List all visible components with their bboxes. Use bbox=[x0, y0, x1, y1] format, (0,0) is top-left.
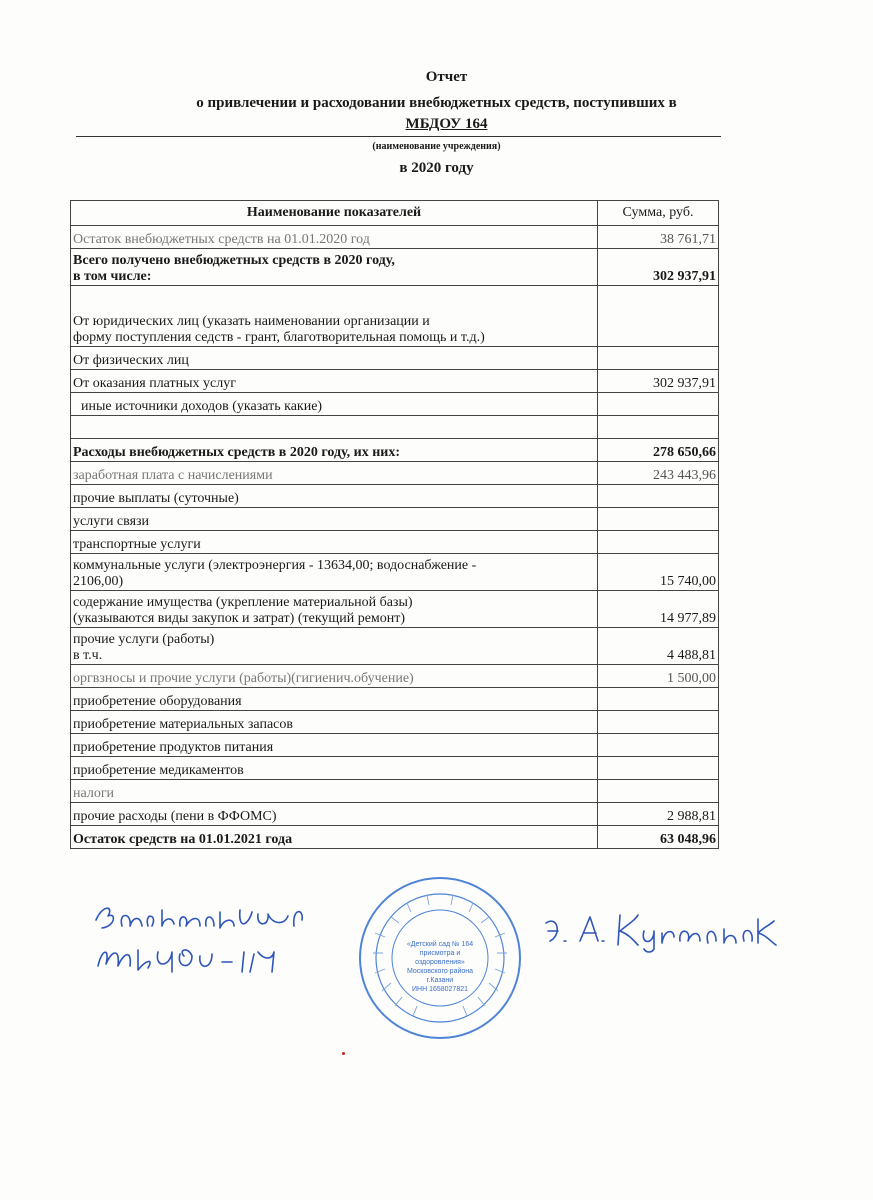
table-row bbox=[71, 462, 719, 485]
stamp-line: г.Казани bbox=[426, 977, 454, 984]
row-label-line: приобретение продуктов питания bbox=[73, 740, 274, 755]
table-row bbox=[71, 711, 719, 734]
row-label-line: услуги связи bbox=[73, 514, 150, 529]
row-label bbox=[71, 485, 598, 508]
stamp-line: Московского района bbox=[406, 968, 474, 975]
row-label-line: коммунальные услуги (электроэнергия - 13634,00; водоснабжение - bbox=[73, 558, 477, 573]
column-header-name: Наименование показателей bbox=[71, 201, 598, 226]
row-label bbox=[71, 393, 598, 416]
column-header-amount: Сумма, руб. bbox=[598, 201, 719, 226]
row-label-line: иные источники доходов (указать какие) bbox=[81, 399, 323, 414]
row-label-line: форму поступления седств - грант, благотворительная помощь и т.д.) bbox=[73, 330, 485, 345]
title-underline bbox=[76, 136, 721, 137]
row-amount bbox=[598, 286, 719, 347]
row-amount bbox=[598, 347, 719, 370]
row-amount bbox=[598, 508, 719, 531]
table-row bbox=[71, 508, 719, 531]
row-label-line: От оказания платных услуг bbox=[73, 376, 236, 391]
row-amount: 63 048,96 bbox=[598, 826, 719, 849]
row-label-line: От физических лиц bbox=[73, 353, 189, 368]
row-label bbox=[71, 628, 598, 665]
row-amount: 302 937,91 bbox=[598, 370, 719, 393]
stamp-line: ИНН 1658027821 bbox=[411, 986, 469, 993]
table-row bbox=[71, 485, 719, 508]
table-row bbox=[71, 591, 719, 628]
row-amount: 1 500,00 bbox=[598, 665, 719, 688]
row-label bbox=[71, 462, 598, 485]
row-amount bbox=[598, 734, 719, 757]
row-label-line: в т.ч. bbox=[73, 648, 103, 663]
handwritten-position-signature bbox=[88, 890, 328, 980]
ink-dot bbox=[342, 1052, 345, 1055]
row-label bbox=[71, 531, 598, 554]
table-header-row bbox=[71, 201, 719, 226]
row-amount: 38 761,71 bbox=[598, 226, 719, 249]
table-row bbox=[71, 628, 719, 665]
row-label bbox=[71, 226, 598, 249]
table-row bbox=[71, 439, 719, 462]
row-label-line: Остаток средств на 01.01.2021 года bbox=[73, 832, 293, 847]
table-row bbox=[71, 370, 719, 393]
row-label bbox=[71, 508, 598, 531]
stamp-line: присмотра и bbox=[419, 950, 461, 957]
table-row bbox=[71, 665, 719, 688]
row-amount: 14 977,89 bbox=[598, 591, 719, 628]
table-row bbox=[71, 734, 719, 757]
row-amount: 4 488,81 bbox=[598, 628, 719, 665]
row-amount: 15 740,00 bbox=[598, 554, 719, 591]
table-row bbox=[71, 826, 719, 849]
stamp-line: «Детский сад № 164 bbox=[406, 941, 474, 948]
row-label bbox=[71, 370, 598, 393]
table-row bbox=[71, 393, 719, 416]
row-label-line: Остаток внебюджетных средств на 01.01.2020 год bbox=[73, 232, 370, 247]
table-row bbox=[71, 249, 719, 286]
row-label-line: прочие расходы (пени в ФФОМС) bbox=[73, 809, 277, 824]
row-label bbox=[71, 688, 598, 711]
row-amount bbox=[598, 711, 719, 734]
row-amount: 2 988,81 bbox=[598, 803, 719, 826]
row-label bbox=[71, 554, 598, 591]
report-title: Отчет bbox=[425, 69, 468, 85]
institution-caption: (наименование учреждения) bbox=[372, 141, 501, 152]
table-row bbox=[71, 286, 719, 347]
row-label-line: транспортные услуги bbox=[73, 537, 201, 552]
table-row bbox=[71, 347, 719, 370]
row-amount bbox=[598, 757, 719, 780]
row-amount bbox=[598, 485, 719, 508]
row-label bbox=[71, 780, 598, 803]
stamp-text bbox=[355, 940, 525, 994]
table-row bbox=[71, 226, 719, 249]
row-label bbox=[71, 249, 598, 286]
row-amount: 243 443,96 bbox=[598, 462, 719, 485]
row-label bbox=[71, 711, 598, 734]
row-label-line: заработная плата с начислениями bbox=[73, 468, 273, 483]
table-row bbox=[71, 416, 719, 439]
row-label-line: (указываются виды закупок и затрат) (текущий ремонт) bbox=[73, 611, 406, 626]
table-row bbox=[71, 803, 719, 826]
row-label-line: 2106,00) bbox=[73, 574, 124, 589]
row-amount bbox=[598, 393, 719, 416]
table-row bbox=[71, 780, 719, 803]
report-subtitle: о привлечении и расходовании внебюджетных средств, поступивших в bbox=[196, 95, 677, 111]
row-label-line: налоги bbox=[73, 786, 115, 801]
handwritten-surname-signature bbox=[540, 905, 790, 955]
table-row bbox=[71, 688, 719, 711]
row-label bbox=[71, 286, 598, 347]
row-label-line: Расходы внебюджетных средств в 2020 году, их них: bbox=[73, 445, 401, 460]
row-label-line: Всего получено внебюджетных средств в 2020 году, bbox=[73, 253, 395, 268]
row-label bbox=[71, 416, 598, 439]
row-amount: 278 650,66 bbox=[598, 439, 719, 462]
row-label bbox=[71, 591, 598, 628]
row-label-line: От юридических лиц (указать наименовании организации и bbox=[73, 314, 430, 329]
row-label bbox=[71, 757, 598, 780]
row-amount bbox=[598, 416, 719, 439]
table-row bbox=[71, 757, 719, 780]
row-label bbox=[71, 826, 598, 849]
row-label-line: приобретение оборудования bbox=[73, 694, 242, 709]
row-label bbox=[71, 665, 598, 688]
table-row bbox=[71, 554, 719, 591]
row-label-line: приобретение медикаментов bbox=[73, 763, 244, 778]
row-label bbox=[71, 734, 598, 757]
row-amount bbox=[598, 531, 719, 554]
row-amount bbox=[598, 780, 719, 803]
row-label-line: содержание имущества (укрепление материальной базы) bbox=[73, 595, 413, 610]
row-label-line: прочие услуги (работы) bbox=[73, 632, 215, 647]
row-label-line: прочие выплаты (суточные) bbox=[73, 491, 239, 506]
row-label-line: оргвзносы и прочие услуги (работы)(гигиенич.обучение) bbox=[73, 671, 414, 686]
row-amount bbox=[598, 688, 719, 711]
report-year: в 2020 году bbox=[399, 160, 474, 176]
row-amount: 302 937,91 bbox=[598, 249, 719, 286]
row-label-line: приобретение материальных запасов bbox=[73, 717, 293, 732]
table-row bbox=[71, 531, 719, 554]
report-table bbox=[70, 200, 719, 849]
row-label-line: в том числе: bbox=[73, 269, 152, 284]
row-label bbox=[71, 803, 598, 826]
institution-name: МБДОУ 164 bbox=[405, 116, 488, 132]
stamp-line: оздоровления» bbox=[415, 959, 465, 966]
row-label bbox=[71, 347, 598, 370]
row-label bbox=[71, 439, 598, 462]
